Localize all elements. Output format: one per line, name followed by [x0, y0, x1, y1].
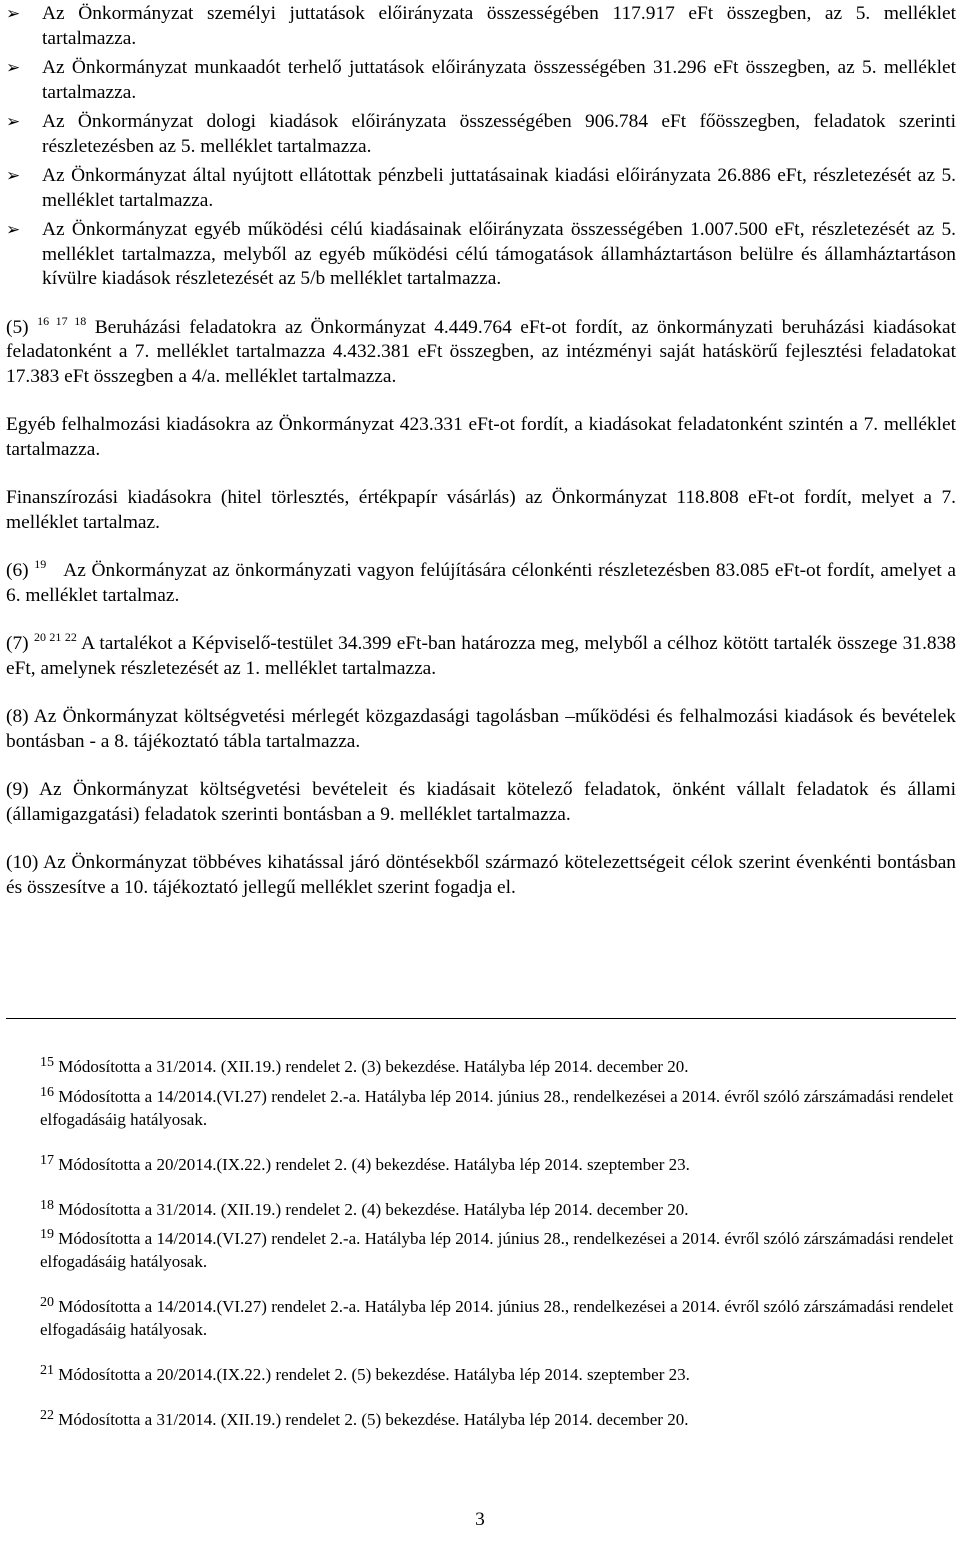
footnote-text: Módosította a 31/2014. (XII.19.) rendelet 2. (3) bekezdése. Hatályba lép 2014. december 20.	[58, 1057, 689, 1076]
paragraph-6	[6, 559, 956, 608]
paragraph-felhalmozas: Egyéb felhalmozási kiadásokra az Önkormányzat 423.331 eFt-ot fordít, a kiadásokat feladatonként szintén a 7. melléklet tartalmazza.	[6, 414, 956, 460]
paragraph-text: Beruházási feladatokra az Önkormányzat 4.449.764 eFt-ot fordít, az önkormányzati beruházási kiadásokat feladatonként a 7. melléklet tartalmazza 4.432.381 eFt összegben, az intézményi saját hatáskörű fejlesztési feladatokat 17.383 eFt összegben a 4/a. melléklet tartalmazza.	[6, 316, 956, 387]
footnote	[40, 1408, 956, 1431]
footnote-number: 17	[40, 1153, 54, 1168]
bullet-item	[6, 218, 956, 292]
footnote-text: Módosította a 31/2014. (XII.19.) rendelet 2. (4) bekezdése. Hatályba lép 2014. december 20.	[58, 1200, 689, 1219]
footnote-text: Módosította a 31/2014. (XII.19.) rendelet 2. (5) bekezdése. Hatályba lép 2014. december 20.	[58, 1410, 689, 1429]
bullet-text: Az Önkormányzat által nyújtott ellátottak pénzbeli juttatásainak kiadási előirányzata 26.886 eFt, részletezését az 5. melléklet tartalmazza.	[42, 165, 956, 211]
bullet-text: Az Önkormányzat dologi kiadások előirányzata összességében 906.784 eFt főösszegben, feladatok szerinti részletezésben az 5. melléklet tartalmazza.	[42, 111, 956, 157]
footnote-text: Módosította a 14/2014.(VI.27) rendelet 2.-a. Hatályba lép 2014. június 28., rendelkezései a 2014. évről szóló zárszámadási rendelet elfogadásáig hatályosak.	[40, 1297, 954, 1339]
footnote	[40, 1363, 956, 1386]
footnote-text: Módosította a 14/2014.(VI.27) rendelet 2.-a. Hatályba lép 2014. június 28., rendelkezései a 2014. évről szóló zárszámadási rendelet elfogadásáig hatályosak.	[40, 1229, 954, 1271]
footnote-refs: 19	[34, 557, 47, 571]
footnote-number: 22	[40, 1408, 54, 1423]
page-number: 3	[475, 1509, 485, 1530]
footnote	[40, 1295, 956, 1341]
footnote-number: 21	[40, 1363, 54, 1378]
paragraph-text: Az Önkormányzat az önkormányzati vagyon felújítására célonkénti részletezésben 83.085 eFt-ot fordít, amelyet a 6. melléklet tartalmaz.	[6, 560, 957, 606]
bullet-item	[6, 110, 956, 159]
footnote-text: Módosította a 20/2014.(IX.22.) rendelet 2. (4) bekezdése. Hatályba lép 2014. szeptember 23.	[58, 1155, 690, 1174]
footnote-number: 20	[40, 1295, 54, 1310]
footnote-number: 16	[40, 1085, 54, 1100]
paragraph-8: (8) Az Önkormányzat költségvetési mérlegét közgazdasági tagolásban –működési és felhalmozási kiadások és bevételek bontásban - a 8. tájékoztató tábla tartalmazza.	[6, 706, 956, 752]
paragraph-label: (7)	[6, 633, 29, 654]
bullet-text: Az Önkormányzat egyéb működési célú kiadásainak előirányzata összességében 1.007.500 eFt, részletezését az 5. melléklet tartalmazza, melyből az egyéb működési célú támogatások államháztartáson belülre és államháztartáson kívülre kiadások részletezését az 5/b melléklet tartalmazza.	[42, 219, 956, 289]
bullet-item	[6, 56, 956, 105]
bullet-text: Az Önkormányzat személyi juttatások előirányzata összességében 117.917 eFt összegben, az 5. melléklet tartalmazza.	[42, 3, 956, 49]
footnote-number: 19	[40, 1227, 54, 1242]
footnotes	[40, 1055, 956, 1431]
bullet-item	[6, 2, 956, 51]
paragraph-10: (10) Az Önkormányzat többéves kihatással járó döntésekből származó kötelezettségeit célok szerint évenkénti bontásban és összesítve a 10. tájékoztató jellegű melléklet szerint fogadja el.	[6, 852, 956, 898]
footnote-separator	[6, 1018, 956, 1019]
footnote	[40, 1153, 956, 1176]
footnote	[40, 1227, 956, 1273]
footnote-number: 15	[40, 1055, 54, 1070]
paragraph-9: (9) Az Önkormányzat költségvetési bevételeit és kiadásait kötelező feladatok, önként vállalt feladatok és állami (államigazgatási) feladatok szerinti bontásban a 9. melléklet tartalmazza.	[6, 779, 956, 825]
footnote-number: 18	[40, 1198, 54, 1213]
bullet-item	[6, 164, 956, 213]
footnote-text: Módosította a 14/2014.(VI.27) rendelet 2.-a. Hatályba lép 2014. június 28., rendelkezései a 2014. évről szóló zárszámadási rendelet elfogadásáig hatályosak.	[40, 1087, 954, 1129]
paragraph-label: (6)	[6, 560, 29, 581]
footnote-refs: 20 21 22	[33, 630, 77, 644]
paragraph-label: (5)	[6, 316, 29, 338]
footnote	[40, 1085, 956, 1131]
arrow-bullet-icon: ➢	[6, 166, 21, 185]
arrow-bullet-icon: ➢	[6, 4, 21, 23]
main-body	[6, 0, 956, 919]
paragraph-7	[6, 632, 956, 681]
paragraph-5	[6, 313, 956, 390]
footnote	[40, 1055, 956, 1078]
paragraph-text: A tartalékot a Képviselő-testület 34.399 eFt-ban határozza meg, melyből a célhoz kötött tartalék összege 31.838 eFt, amelynek részletezését az 1. melléklet tartalmazza.	[6, 633, 956, 679]
footnote-refs: 16 17 18	[37, 313, 87, 328]
footnote-text: Módosította a 20/2014.(IX.22.) rendelet 2. (5) bekezdése. Hatályba lép 2014. szeptember 23.	[58, 1365, 690, 1384]
paragraph-finanszirozas: Finanszírozási kiadásokra (hitel törlesztés, értékpapír vásárlás) az Önkormányzat 118.808 eFt-ot fordít, melyet a 7. melléklet tartalmaz.	[6, 487, 956, 533]
arrow-bullet-icon: ➢	[6, 220, 21, 239]
bullet-text: Az Önkormányzat munkaadót terhelő juttatások előirányzata összességében 31.296 eFt összegben, az 5. melléklet tartalmazza.	[42, 57, 956, 103]
footnote	[40, 1198, 956, 1221]
arrow-bullet-icon: ➢	[6, 58, 21, 77]
arrow-bullet-icon: ➢	[6, 112, 21, 131]
